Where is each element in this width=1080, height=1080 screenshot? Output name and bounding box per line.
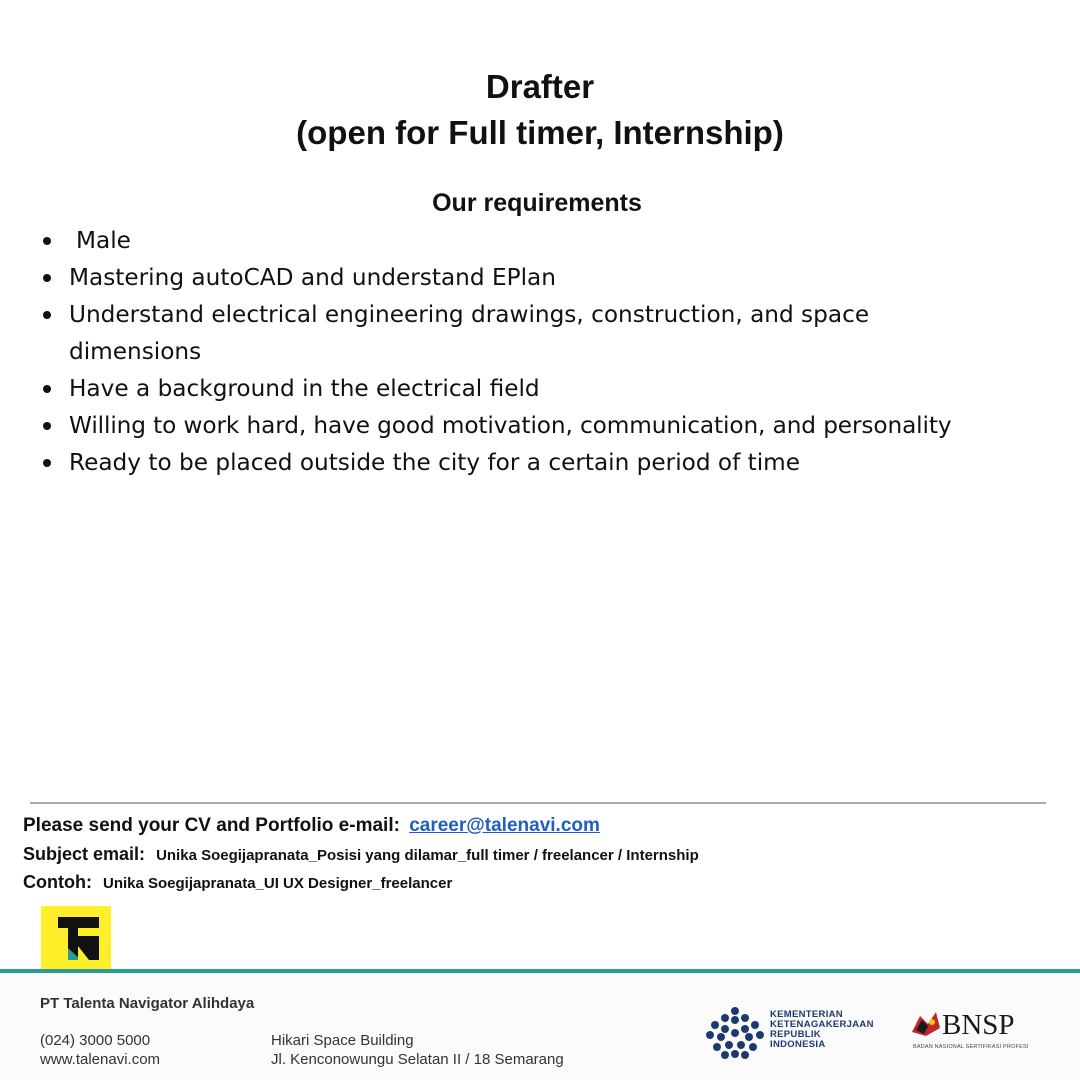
- divider: [30, 802, 1046, 804]
- requirements-list: [30, 222, 1060, 481]
- requirement-item: Male: [30, 222, 1060, 259]
- talenavi-logo-icon: [41, 906, 111, 972]
- requirement-item: Understand electrical engineering drawings, construction, and space dimensions: [30, 296, 1060, 370]
- subject-line: [23, 841, 699, 869]
- kemnaker-text: KEMENTERIAN KETENAGAKERJAAN REPUBLIK INDONESIA: [770, 1009, 874, 1050]
- bnsp-subtitle: BADAN NASIONAL SERTIFIKASI PROFESI: [913, 1044, 1029, 1050]
- bnsp-name: BNSP: [942, 1009, 1015, 1041]
- street-address: Jl. Kenconowungu Selatan II / 18 Semarang: [271, 1051, 564, 1068]
- job-subtitle: (open for Full timer, Internship): [296, 114, 784, 151]
- requirement-item: Have a background in the electrical field: [30, 370, 1060, 407]
- bnsp-emblem-icon: [910, 1008, 942, 1040]
- subject-label: Subject email:: [23, 844, 146, 864]
- talenavi-logo: [41, 906, 111, 972]
- website-link[interactable]: www.talenavi.com: [40, 1051, 161, 1068]
- phone-number: (024) 3000 5000: [40, 1032, 151, 1049]
- requirement-item: Ready to be placed outside the city for a certain period of time: [30, 444, 1060, 481]
- bullet-icon: [43, 274, 51, 282]
- subject-value: Unika Soegijapranata_Posisi yang dilamar_full timer / freelancer / Internship: [156, 847, 699, 864]
- example-line: [23, 869, 452, 897]
- building-name: Hikari Space Building: [271, 1032, 414, 1049]
- example-label: Contoh:: [23, 872, 92, 892]
- bullet-icon: [43, 422, 51, 430]
- send-cv-line: [23, 812, 600, 840]
- job-title: Drafter: [485, 68, 595, 105]
- company-name: PT Talenta Navigator Alihdaya: [40, 995, 255, 1012]
- example-value: Unika Soegijapranata_UI UX Designer_freelancer: [102, 875, 453, 892]
- bullet-icon: [43, 385, 51, 393]
- requirement-item: Mastering autoCAD and understand EPlan: [30, 259, 1060, 296]
- email-link[interactable]: career@talenavi.com: [409, 815, 600, 836]
- requirements-heading: Our requirements: [432, 189, 642, 217]
- bullet-icon: [43, 311, 51, 319]
- bullet-icon: [43, 459, 51, 467]
- send-cv-label: Please send your CV and Portfolio e-mail:: [23, 815, 400, 836]
- bullet-icon: [43, 237, 51, 245]
- requirement-item: Willing to work hard, have good motivation, communication, and personality: [30, 407, 1060, 444]
- kemnaker-logo-icon: [705, 1005, 765, 1061]
